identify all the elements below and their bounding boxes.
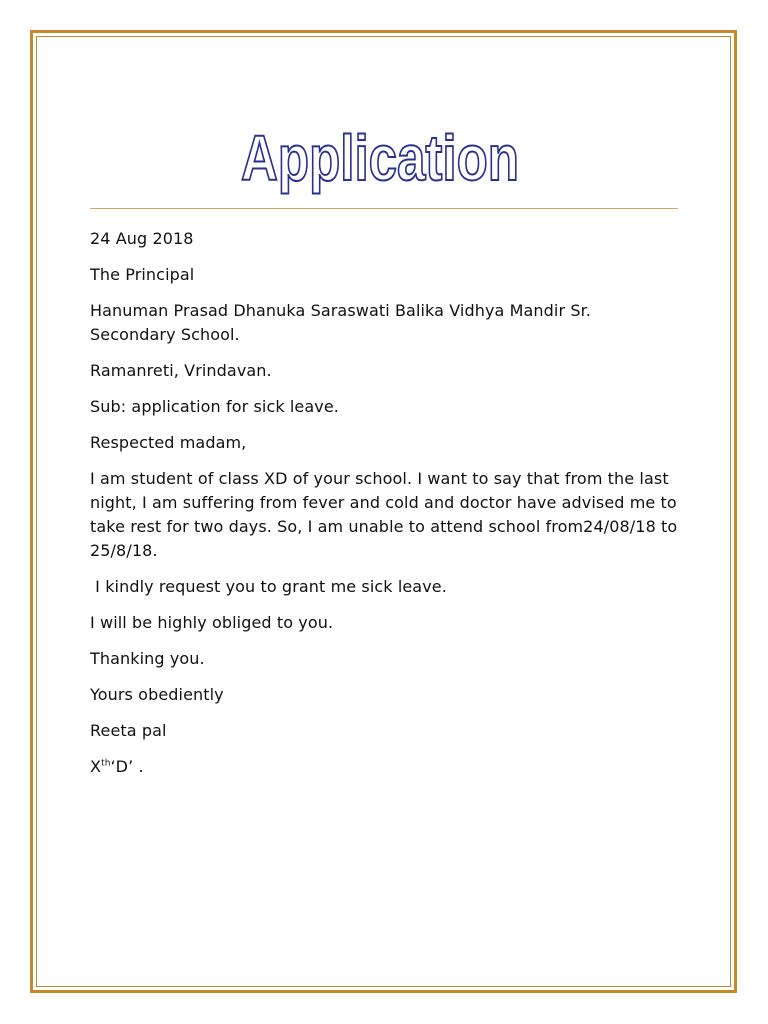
letter-request [90,575,680,599]
letter-date: 24 Aug 2018 [90,229,194,248]
letter-request-text: I kindly request you to grant me sick leave. [90,577,447,596]
letter-school: Hanuman Prasad Dhanuka Saraswati Balika Vidhya Mandir Sr. Secondary School. [90,301,591,344]
class-suffix: ‘D’ . [110,757,144,776]
letter-obliged: I will be highly obliged to you. [90,613,334,632]
letter-closing: Yours obediently [90,685,224,704]
letter-subject: Sub: application for sick leave. [90,397,339,416]
letter-body [90,227,680,791]
letter-salutation: Respected madam, [90,433,247,452]
letter-signature-name: Reeta pal [90,721,167,740]
page-title: Application [241,122,519,194]
letter-recipient: The Principal [90,265,195,284]
letter-class [90,755,680,779]
letter-thanks: Thanking you. [90,649,205,668]
letter-body-paragraph: I am student of class XD of your school. I want to say that from the last night, I am suffering from fever and cold and doctor have advised me to take rest for two days. So, I am unable to attend school from24/08/18 to 25/8/18. [90,469,678,560]
title-banner [0,112,768,202]
letter-location: Ramanreti, Vrindavan. [90,361,272,380]
class-main: X [90,757,102,776]
class-superscript: th [101,758,111,769]
title-divider [90,208,678,209]
